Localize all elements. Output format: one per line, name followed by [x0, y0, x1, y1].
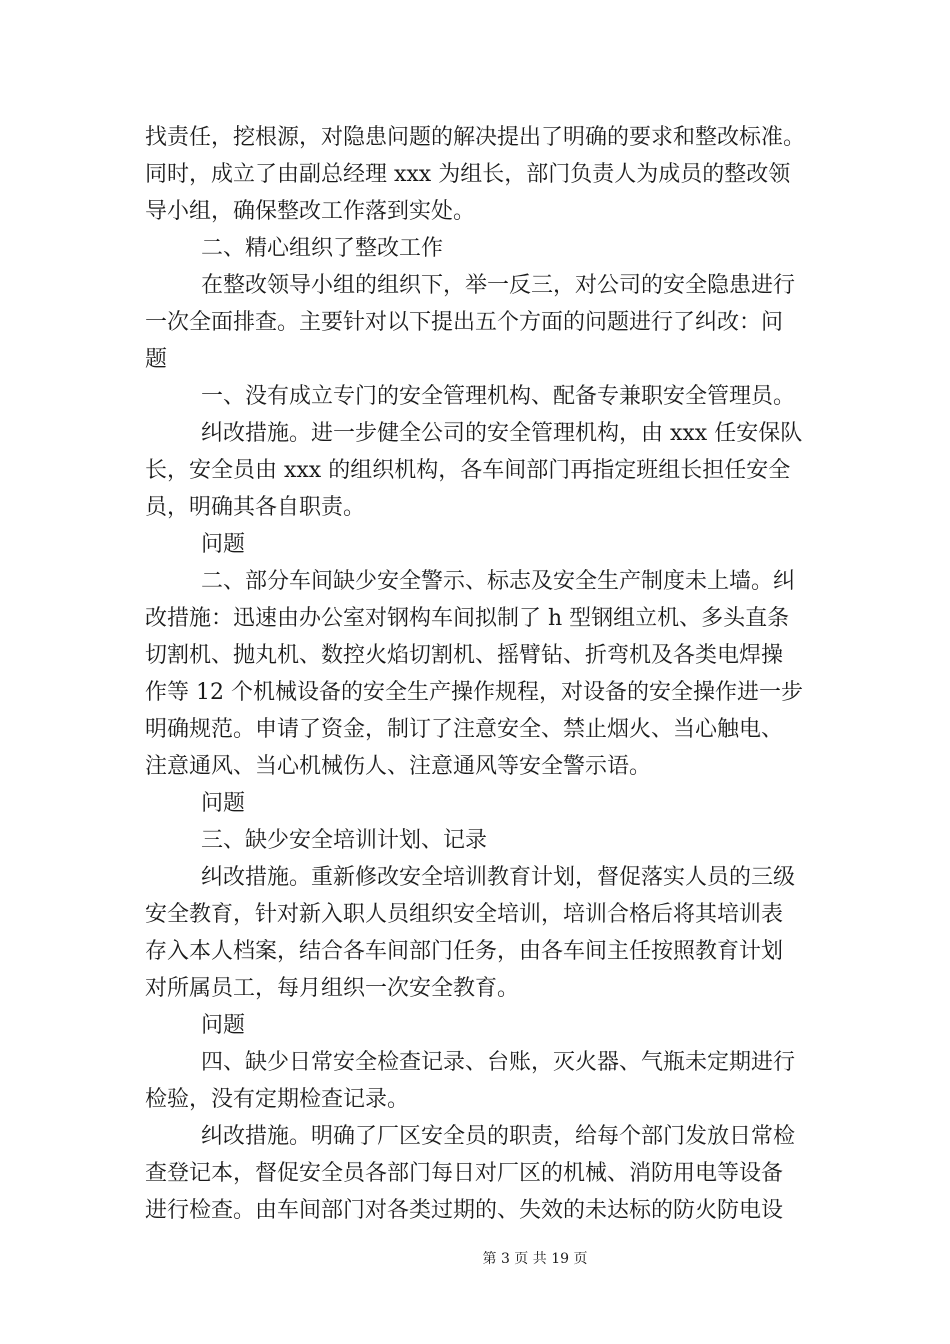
text-line: 存入本人档案，结合各车间部门任务，由各车间主任按照教育计划	[145, 939, 784, 964]
text-line: 检验，没有定期检查记录。	[145, 1087, 410, 1112]
text-line: 员，明确其各自职责。	[145, 495, 366, 520]
text-line: 对所属员工，每月组织一次安全教育。	[145, 976, 520, 1001]
text-line: 注意通风、当心机械伤人、注意通风等安全警示语。	[145, 754, 652, 779]
problem-label: 问题	[201, 1013, 246, 1038]
problem-label: 问题	[201, 532, 246, 557]
problem-heading: 四、缺少日常安全检查记录、台账，灭火器、气瓶未定期进行	[201, 1050, 796, 1075]
problem-label: 问题	[201, 791, 246, 816]
text-line: 切割机、抛丸机、数控火焰切割机、摇臂钻、折弯机及各类电焊操	[145, 643, 784, 668]
page-number: 第 3 页 共 19 页	[482, 1251, 588, 1267]
document-body	[145, 119, 810, 1229]
text-line: 在整改领导小组的组织下，举一反三，对公司的安全隐患进行	[201, 273, 796, 298]
text-line: 改措施：迅速由办公室对钢构车间拟制了 h 型钢组立机、多头直条	[145, 606, 790, 631]
problem-heading: 二、部分车间缺少安全警示、标志及安全生产制度未上墙。纠	[201, 569, 796, 594]
text-line: 查登记本，督促安全员各部门每日对厂区的机械、消防用电等设备	[145, 1161, 784, 1186]
text-line: 进行检查。由车间部门对各类过期的、失效的未达标的防火防电设	[145, 1198, 784, 1223]
text-line: 同时，成立了由副总经理 xxx 为组长，部门负责人为成员的整改领	[145, 162, 791, 187]
problem-heading: 一、没有成立专门的安全管理机构、配备专兼职安全管理员。	[201, 384, 796, 409]
text-line: 一次全面排查。主要针对以下提出五个方面的问题进行了纠改：问	[145, 310, 784, 335]
text-line: 明确规范。申请了资金，制订了注意安全、禁止烟火、当心触电、	[145, 717, 784, 742]
text-line: 导小组，确保整改工作落到实处。	[145, 199, 476, 224]
text-line: 作等 12 个机械设备的安全生产操作规程，对设备的安全操作进一步	[145, 680, 803, 705]
text-line: 纠改措施。明确了厂区安全员的职责，给每个部门发放日常检	[201, 1124, 796, 1149]
text-line: 题	[145, 347, 168, 372]
text-line: 纠改措施。进一步健全公司的安全管理机构，由 xxx 任安保队	[201, 421, 803, 446]
text-line: 纠改措施。重新修改安全培训教育计划，督促落实人员的三级	[201, 865, 796, 890]
text-line: 安全教育，针对新入职人员组织安全培训，培训合格后将其培训表	[145, 902, 784, 927]
section-heading: 二、精心组织了整改工作	[201, 236, 444, 261]
problem-heading: 三、缺少安全培训计划、记录	[201, 828, 488, 853]
text-line: 找责任，挖根源，对隐患问题的解决提出了明确的要求和整改标准。	[145, 125, 806, 150]
text-line: 长，安全员由 xxx 的组织机构，各车间部门再指定班组长担任安全	[145, 458, 791, 483]
